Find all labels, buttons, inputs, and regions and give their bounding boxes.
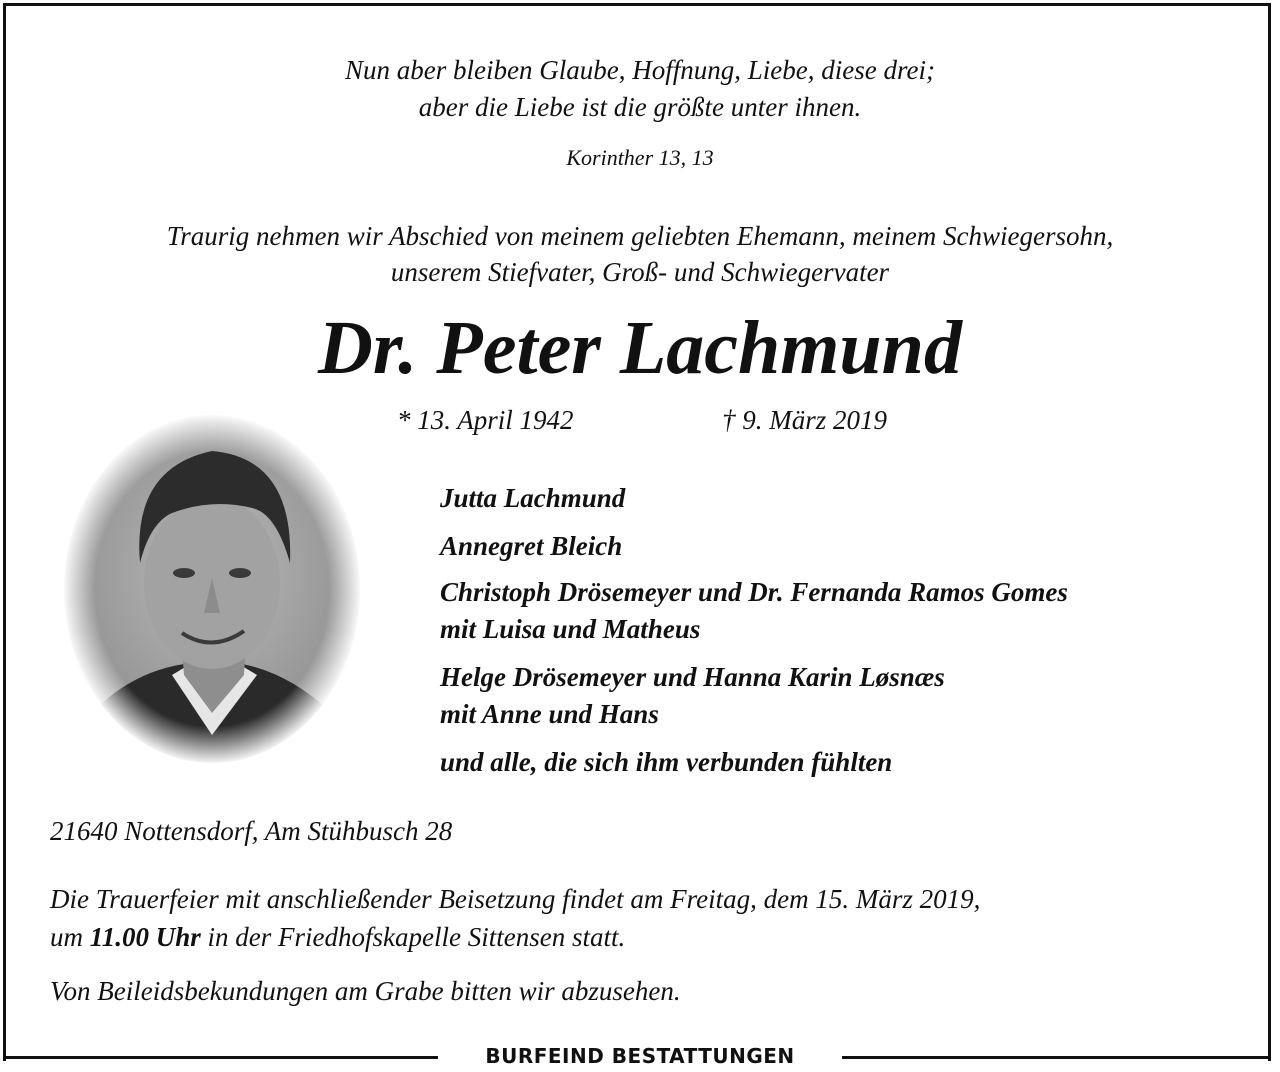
mourner-entry bbox=[440, 659, 945, 733]
funeral-home-name: BURFEIND BESTATTUNGEN bbox=[485, 1044, 795, 1068]
mourner-line: Annegret Bleich bbox=[440, 531, 623, 561]
mourner-entry bbox=[440, 574, 1068, 648]
mourner-line: Christoph Drösemeyer und Dr. Fernanda Ramos Gomes bbox=[440, 577, 1068, 607]
condolence-note: Von Beileidsbekundungen am Grabe bitten wir abzusehen. bbox=[50, 976, 681, 1006]
intro-line-1: Traurig nehmen wir Abschied von meinem geliebten Ehemann, meinem Schwiegersohn, bbox=[166, 221, 1114, 251]
mourner-entry bbox=[440, 528, 622, 565]
farewell-intro bbox=[0, 218, 1280, 290]
mourner-line: Jutta Lachmund bbox=[440, 483, 626, 513]
mourner-line: Helge Drösemeyer und Hanna Karin Løsnæs bbox=[440, 662, 945, 692]
deceased-name: Dr. Peter Lachmund bbox=[318, 306, 962, 390]
family-address: 21640 Nottensdorf, Am Stühbusch 28 bbox=[50, 816, 453, 846]
mourner-line: und alle, die sich ihm verbunden fühlten bbox=[440, 747, 893, 777]
portrait-photo bbox=[62, 413, 362, 765]
ceremony-prefix: um bbox=[50, 922, 90, 952]
mourner-entry bbox=[440, 480, 625, 517]
mourner-line-2: mit Luisa und Matheus bbox=[440, 614, 701, 644]
verse-line-2: aber die Liebe ist die größte unter ihnen. bbox=[418, 92, 862, 122]
verse-reference: Korinther 13, 13 bbox=[566, 145, 714, 170]
ceremony-suffix: in der Friedhofskapelle Sittensen statt. bbox=[200, 922, 626, 952]
verse-line-1: Nun aber bleiben Glaube, Hoffnung, Liebe, diese drei; bbox=[345, 55, 935, 85]
footer-rule-left bbox=[6, 1056, 438, 1059]
bible-verse bbox=[0, 52, 1280, 126]
mourner-line-2: mit Anne und Hans bbox=[440, 699, 659, 729]
ceremony-line-2 bbox=[50, 918, 1250, 956]
ceremony-time: 11.00 Uhr bbox=[89, 922, 201, 952]
birth-date: * 13. April 1942 bbox=[397, 405, 574, 435]
intro-line-2: unserem Stiefvater, Groß- und Schwiegervater bbox=[390, 257, 890, 287]
ceremony-line-1: Die Trauerfeier mit anschließender Beisetzung findet am Freitag, dem 15. März 2019, bbox=[50, 884, 981, 914]
funeral-details bbox=[50, 880, 1250, 956]
mourner-entry bbox=[440, 744, 892, 781]
death-date: † 9. März 2019 bbox=[722, 405, 888, 435]
footer-rule-right bbox=[842, 1056, 1268, 1059]
